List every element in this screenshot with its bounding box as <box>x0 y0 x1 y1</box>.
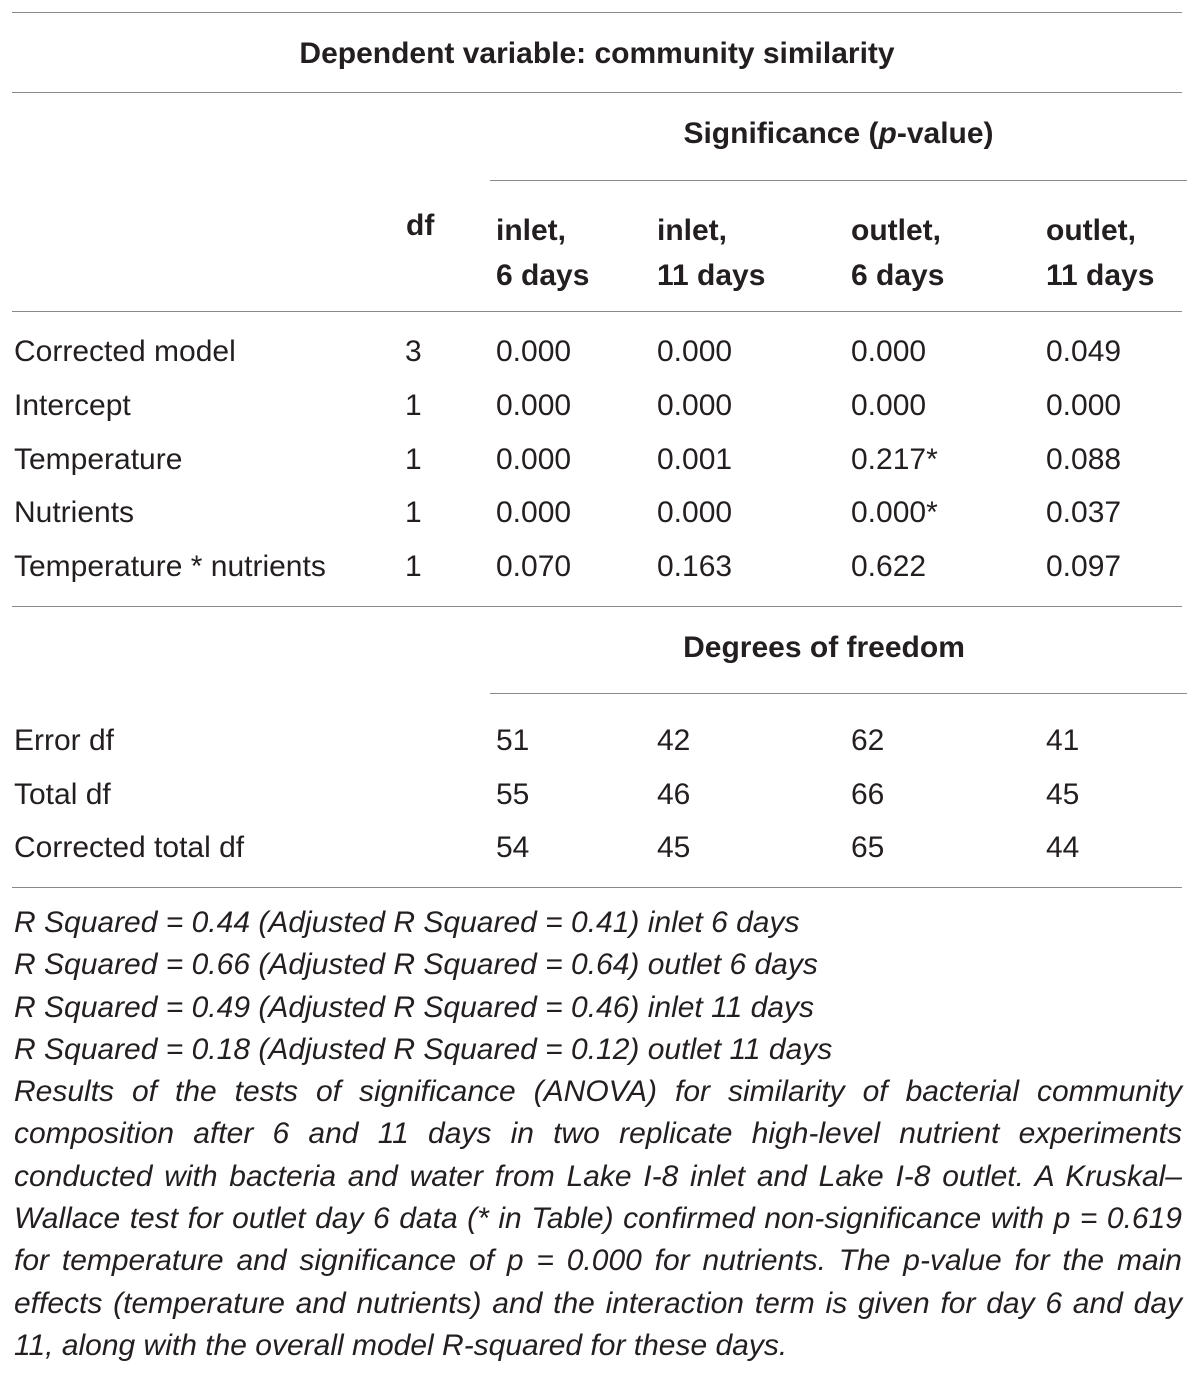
section-rule <box>12 606 1182 607</box>
table-caption: Results of the tests of significance (ANOVA) for similarity of bacterial community composition after 6 and 11 days in two replicate high-level nutrient experiments conducted with bacteria and water from Lake I-8 inlet and Lake I-8 outlet. A Kruskal–Wallace test for outlet day 6 data (* in Table) confirmed non-significance with p = 0.619 for temperature and significance of p = 0.000 for nutrients. The p-value for the main effects (temperature and nutrients) and the interaction term is given for day 6 and day 11, along with the overall model R-squared for these days. <box>14 1075 1182 1362</box>
bottom-rule <box>12 887 1182 888</box>
column-header-outlet-6 <box>851 208 944 298</box>
row-label: Corrected model <box>14 335 236 368</box>
top-rule <box>12 12 1182 13</box>
cell-value: 51 <box>496 724 530 757</box>
cell-value: 0.000 <box>657 335 733 368</box>
row-label: Error df <box>14 724 115 757</box>
column-header-line2: 6 days <box>851 259 945 292</box>
cell-value: 44 <box>1046 831 1080 864</box>
cell-value: 0.070 <box>496 550 572 583</box>
row-label: Temperature * nutrients <box>14 550 326 583</box>
cell-value: 0.037 <box>1046 496 1122 529</box>
cell-value: 45 <box>657 831 691 864</box>
row-df: 3 <box>405 335 422 368</box>
cell-value: 42 <box>657 724 691 757</box>
cell-value: 0.000 <box>496 496 572 529</box>
cell-value: 0.001 <box>657 443 733 476</box>
header-rule <box>12 311 1182 312</box>
cell-value: 0.088 <box>1046 443 1122 476</box>
r-squared-note: R Squared = 0.18 (Adjusted R Squared = 0.12) outlet 11 days <box>14 1032 833 1066</box>
row-label: Nutrients <box>14 496 135 529</box>
cell-value: 45 <box>1046 778 1080 811</box>
cell-value: 0.000 <box>496 443 572 476</box>
column-header-line2: 11 days <box>1046 259 1155 292</box>
cell-value: 55 <box>496 778 530 811</box>
cell-value: 0.097 <box>1046 550 1122 583</box>
cell-value: 66 <box>851 778 885 811</box>
row-df: 1 <box>405 496 422 529</box>
cell-value: 0.000 <box>851 335 927 368</box>
r-squared-note: R Squared = 0.49 (Adjusted R Squared = 0.46) inlet 11 days <box>14 990 814 1024</box>
row-label: Intercept <box>14 389 131 422</box>
cell-value: 0.000 <box>496 389 572 422</box>
row-label: Temperature <box>14 443 183 476</box>
column-header-inlet-6 <box>496 208 589 298</box>
column-header-line1: inlet, <box>496 214 567 247</box>
cell-value: 62 <box>851 724 885 757</box>
cell-value: 0.000 <box>496 335 572 368</box>
table-footnotes <box>14 902 1182 1367</box>
column-header-line2: 11 days <box>657 259 766 292</box>
row-label: Corrected total df <box>14 831 245 864</box>
r-squared-note: R Squared = 0.66 (Adjusted R Squared = 0.64) outlet 6 days <box>14 948 818 982</box>
cell-value: 0.000 <box>657 496 733 529</box>
cell-value: 0.000 <box>1046 389 1122 422</box>
dof-rule <box>490 693 1187 694</box>
table-title: Dependent variable: community similarity <box>299 37 895 70</box>
cell-value: 54 <box>496 831 530 864</box>
column-header-line1: inlet, <box>657 214 728 247</box>
cell-value: 0.000 <box>851 389 927 422</box>
cell-value: 0.622 <box>851 550 927 583</box>
df-column-header: df <box>406 209 435 242</box>
significance-header: Significance (p-value) <box>683 117 994 150</box>
cell-value: 0.217* <box>851 443 938 476</box>
column-header-line1: outlet, <box>851 214 941 247</box>
column-header-line2: 6 days <box>496 259 590 292</box>
row-df: 1 <box>405 550 422 583</box>
row-df: 1 <box>405 389 422 422</box>
significance-rule <box>490 180 1187 181</box>
title-rule <box>12 92 1182 93</box>
row-df: 1 <box>405 443 422 476</box>
cell-value: 41 <box>1046 724 1080 757</box>
cell-value: 0.049 <box>1046 335 1122 368</box>
row-label: Total df <box>14 778 111 811</box>
r-squared-note: R Squared = 0.44 (Adjusted R Squared = 0.41) inlet 6 days <box>14 906 800 939</box>
cell-value: 0.163 <box>657 550 733 583</box>
cell-value: 46 <box>657 778 691 811</box>
cell-value: 0.000* <box>851 496 938 529</box>
cell-value: 0.000 <box>657 389 733 422</box>
column-header-line1: outlet, <box>1046 214 1136 247</box>
cell-value: 65 <box>851 831 885 864</box>
column-header-inlet-11 <box>657 208 765 298</box>
column-header-outlet-11 <box>1046 208 1154 298</box>
dof-header: Degrees of freedom <box>683 631 965 664</box>
